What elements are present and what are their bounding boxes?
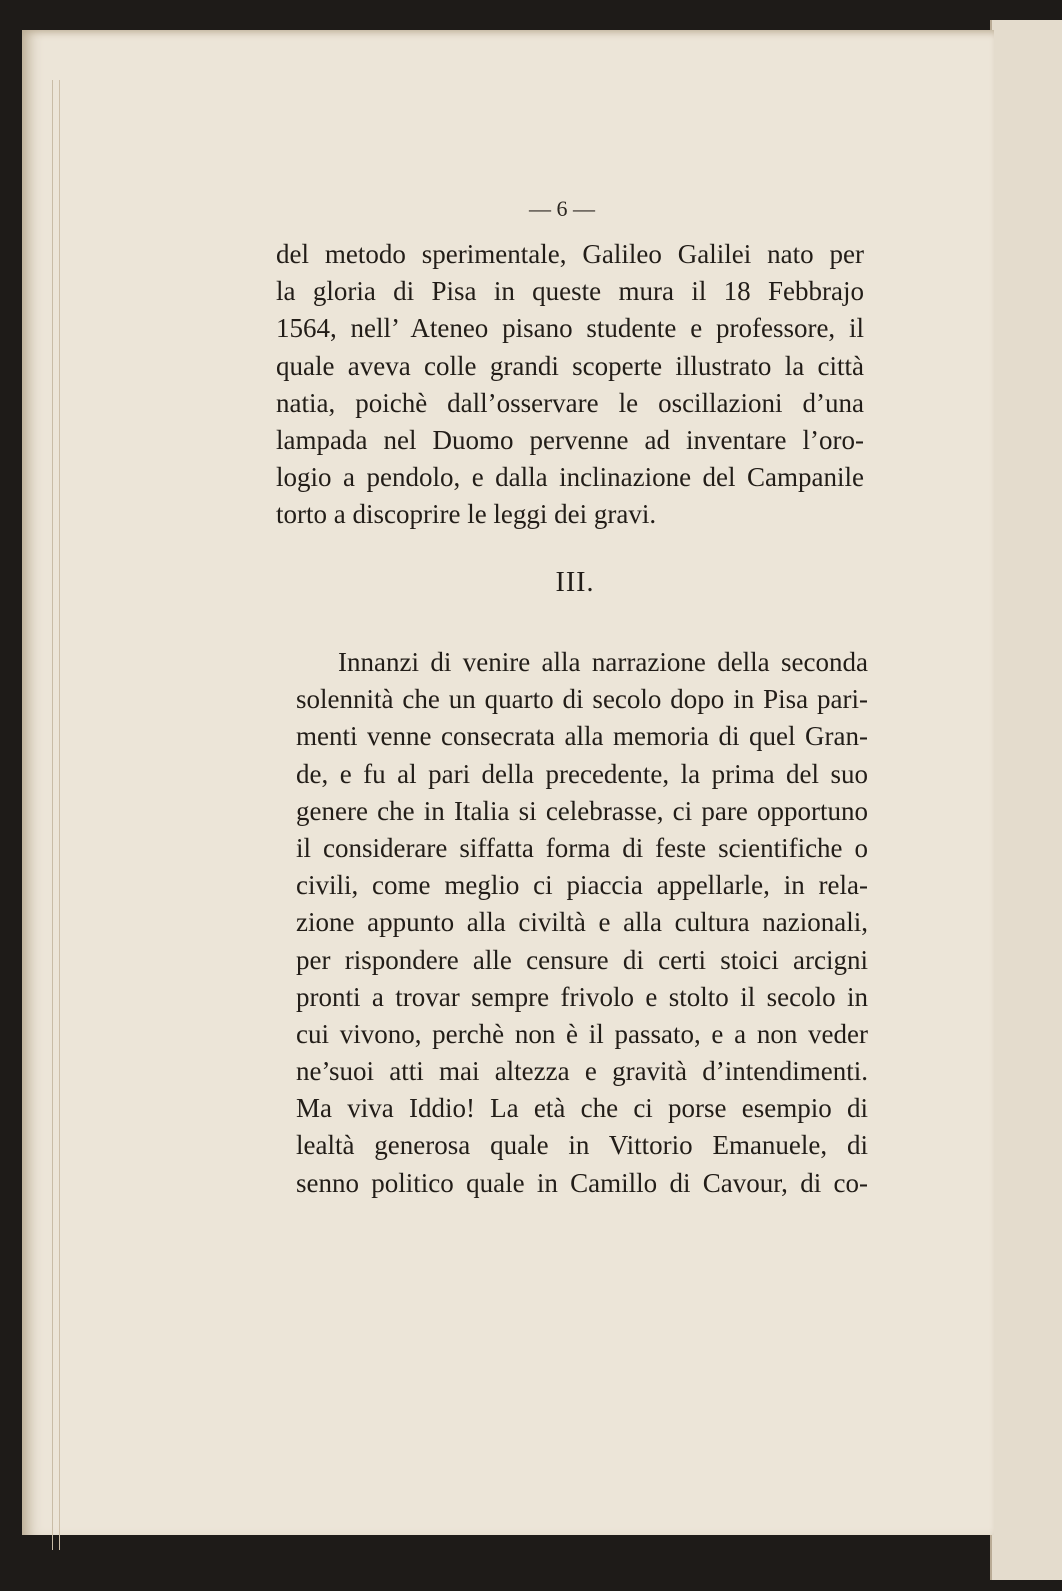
text-line: torto a discoprire le leggi dei gravi. [276, 499, 657, 530]
text-line: lealtà generosa quale in Vittorio Emanuele, di [296, 1130, 868, 1161]
text-line: genere che in Italia si celebrasse, ci pare opportuno [296, 795, 868, 826]
page-edge-shadow [52, 80, 60, 1550]
text-line: senno politico quale in Camillo di Cavour, di co- [296, 1167, 868, 1198]
text-line: 1564, nell’ Ateneo pisano studente e professore, il [276, 313, 864, 344]
text-line: menti venne consecrata alla memoria di quel Gran- [296, 721, 868, 752]
page-number: — 6 — [529, 196, 595, 221]
text-line: il considerare siffatta forma di feste scientifiche o [296, 832, 868, 863]
text-line: Innanzi di venire alla narrazione della seconda [338, 647, 868, 677]
text-line: natia, poichè dall’osservare le oscillazioni d’una [276, 387, 864, 418]
paragraph-2 [296, 644, 868, 1202]
text-line: lampada nel Duomo pervenne ad inventare l’oro- [276, 424, 864, 455]
text-line: zione appunto alla civiltà e alla cultura nazionali, [296, 907, 868, 938]
facing-page-edge [990, 20, 1062, 1580]
text-line: pronti a trovar sempre frivolo e stolto il secolo in [296, 981, 868, 1012]
section-heading: III. [555, 567, 595, 598]
text-line: solennità che un quarto di secolo dopo in Pisa pari- [296, 684, 868, 715]
text-line: del metodo sperimentale, Galileo Galilei nato per [276, 239, 864, 269]
text-line: per rispondere alle censure di certi stoici arcigni [296, 944, 868, 975]
paragraph-1 [276, 236, 864, 534]
text-line: civili, come meglio ci piaccia appellarle, in rela- [296, 870, 868, 901]
text-line: la gloria di Pisa in queste mura il 18 Febbrajo [276, 276, 864, 307]
text-line: cui vivono, perchè non è il passato, e a non veder [296, 1018, 868, 1049]
text-line: Ma viva Iddio! La età che ci porse esempio di [296, 1093, 868, 1124]
text-line: logio a pendolo, e dalla inclinazione del Campanile [276, 462, 864, 493]
text-line: quale aveva colle grandi scoperte illustrato la città [276, 350, 864, 381]
text-line: ne’suoi atti mai altezza e gravità d’intendimenti. [296, 1056, 868, 1087]
text-line: de, e fu al pari della precedente, la prima del suo [296, 758, 868, 789]
